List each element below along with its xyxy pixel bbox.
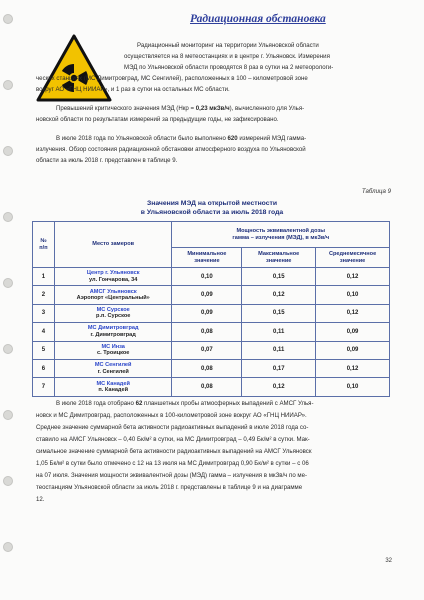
max-value: 0,15 <box>242 268 316 286</box>
row-number: 3 <box>33 304 55 322</box>
table-row <box>33 378 390 396</box>
max-value: 0,15 <box>242 304 316 322</box>
row-number: 6 <box>33 359 55 377</box>
measurement-place <box>54 304 172 322</box>
station-address: Аэропорт «Центральный» <box>76 295 150 302</box>
station-name: МС Канадей <box>96 380 130 387</box>
header-number: № п/п <box>33 222 55 268</box>
page-number: 32 <box>385 558 392 564</box>
header-min: Минимальное значение <box>172 248 242 268</box>
row-number: 4 <box>33 323 55 341</box>
page-title: Радиационная обстановка <box>190 13 326 25</box>
max-value: 0,17 <box>242 359 316 377</box>
min-value: 0,09 <box>172 286 242 304</box>
station-name: АМСГ Ульяновск <box>89 288 137 295</box>
header-place: Место замеров <box>54 222 172 268</box>
binder-hole <box>3 542 13 552</box>
min-value: 0,10 <box>172 268 242 286</box>
max-value: 0,11 <box>242 323 316 341</box>
binder-hole <box>3 410 13 420</box>
intro-line: МЭД по Ульяновской области проводятся 8 раз в сутки на 2 метеорологи- <box>124 64 334 71</box>
station-address: п. Канадей <box>98 387 129 394</box>
header-dose: Мощность эквивалентной дозы гамма – излучения (МЭД), в мкЗв/ч <box>172 222 390 248</box>
fallout-paragraph-line: симальное значение суммарной бета активности радиоактивных выпадений на АМСГ Ульяновск <box>36 448 312 455</box>
max-value: 0,12 <box>242 378 316 396</box>
table-header-row <box>33 222 390 248</box>
station-address: г. Сенгилей <box>97 368 129 375</box>
fallout-paragraph-line: новск и МС Димитровград, расположенных в 100-километровой зоне вокруг АО «ГНЦ НИИАР». <box>36 412 307 419</box>
binder-hole <box>3 278 13 288</box>
avg-value: 0,09 <box>316 323 390 341</box>
table-row <box>33 323 390 341</box>
avg-value: 0,10 <box>316 378 390 396</box>
station-name: МС Сенгилей <box>94 362 132 369</box>
binder-hole <box>3 476 13 486</box>
station-address: р.п. Сурское <box>96 313 131 320</box>
binder-holes <box>0 0 14 600</box>
intro-line: ческих станциях (МС Димитровград, МС Сенгилей), расположенных в 100 – километровой зоне <box>36 75 308 82</box>
table-row <box>33 286 390 304</box>
header-max: Максимальное значение <box>242 248 316 268</box>
station-name: МС Инза <box>101 343 125 350</box>
critical-paragraph-line: Превышений критического значения МЭД (Нкр = 0,23 мкЗв/ч), вычисленного для Улья- <box>56 105 305 112</box>
critical-paragraph-line: новской области по результатам измерений за предыдущие годы, не зафиксировано. <box>36 116 279 123</box>
july-paragraph-line: В июле 2018 года по Ульяновской области было выполнено 620 измерений МЭД гамма- <box>56 135 307 142</box>
binder-hole <box>3 14 13 24</box>
max-value: 0,11 <box>242 341 316 359</box>
fallout-paragraph-line: теостанциям Ульяновской области за июль 2018 г. представлены в таблице 9 и на диаграмме <box>36 484 303 491</box>
avg-value: 0,09 <box>316 341 390 359</box>
measurement-place <box>54 341 172 359</box>
row-number: 5 <box>33 341 55 359</box>
fallout-paragraph-line: В июле 2018 года отобрано 62 планшетных пробы атмосферных выпадений с АМСГ Улья- <box>56 400 314 407</box>
table-row <box>33 268 390 286</box>
table-title: Значения МЭД на открытой местности в Ульяновской области за июль 2018 года <box>140 200 284 216</box>
fallout-paragraph-line: на 07 июля. Значения мощности эквивалентной дозы (МЭД) гамма – излучения в мкЗв/ч по ме- <box>36 472 308 479</box>
station-address: с. Троицкое <box>97 350 130 357</box>
measurement-place <box>54 378 172 396</box>
avg-value: 0,12 <box>316 359 390 377</box>
fallout-paragraph-line: Среднее значение суммарной бета активности радиоактивных выпадений в июле 2018 года со- <box>36 424 309 431</box>
table-number: Таблица 9 <box>361 188 391 195</box>
max-value: 0,12 <box>242 286 316 304</box>
min-value: 0,08 <box>172 378 242 396</box>
measurement-place <box>54 359 172 377</box>
july-paragraph-line: области за июль 2018 г. представлен в таблице 9. <box>36 157 178 164</box>
station-address: г. Димитровград <box>90 331 136 338</box>
avg-value: 0,12 <box>316 268 390 286</box>
avg-value: 0,12 <box>316 304 390 322</box>
sample-count: 62 <box>135 400 143 407</box>
header-avg: Среднемесячное значение <box>316 248 390 268</box>
binder-hole <box>3 212 13 222</box>
binder-hole <box>3 344 13 354</box>
station-address: ул. Гончарова, 34 <box>89 276 138 283</box>
measurement-place <box>54 323 172 341</box>
measurement-place <box>54 268 172 286</box>
fallout-paragraph-line: ставило на АМСГ Ульяновск – 0,40 Бк/м² в сутки, на МС Димитровград – 0,49 Бк/м² в сутки. Мак- <box>36 436 310 443</box>
dose-table <box>32 221 390 397</box>
table-row <box>33 359 390 377</box>
intro-line: Радиационный мониторинг на территории Ульяновской области <box>137 42 319 49</box>
critical-value: 0,23 мкЗв/ч <box>195 105 230 112</box>
min-value: 0,08 <box>172 359 242 377</box>
station-name: МС Сурское <box>96 306 130 313</box>
row-number: 1 <box>33 268 55 286</box>
fallout-paragraph-line: 1,05 Бк/м² в сутки было отмечено с 12 на 13 июля на МС Димитровград 0,90 Бк/м² в сутки – с 06 <box>36 460 309 467</box>
measurement-count: 620 <box>227 135 238 142</box>
table-row <box>33 341 390 359</box>
min-value: 0,07 <box>172 341 242 359</box>
july-paragraph-line: излучения. Обзор состояния радиационной обстановки атмосферного воздуха по Ульяновской <box>36 146 306 153</box>
min-value: 0,08 <box>172 323 242 341</box>
avg-value: 0,10 <box>316 286 390 304</box>
table-row <box>33 304 390 322</box>
station-name: МС Димитровград <box>87 325 139 332</box>
intro-line: осуществляется на 8 метеостанциях и в центре г. Ульяновск. Измерения <box>124 53 330 60</box>
binder-hole <box>3 146 13 156</box>
fallout-paragraph-line: 12. <box>36 496 45 503</box>
measurement-place <box>54 286 172 304</box>
binder-hole <box>3 80 13 90</box>
intro-line: вокруг АО «ГНЦ НИИАР», и 1 раз в сутки на остальных МС области. <box>36 86 230 93</box>
table-body <box>33 268 390 397</box>
min-value: 0,09 <box>172 304 242 322</box>
station-name: Центр г. Ульяновск <box>86 270 140 277</box>
row-number: 2 <box>33 286 55 304</box>
row-number: 7 <box>33 378 55 396</box>
